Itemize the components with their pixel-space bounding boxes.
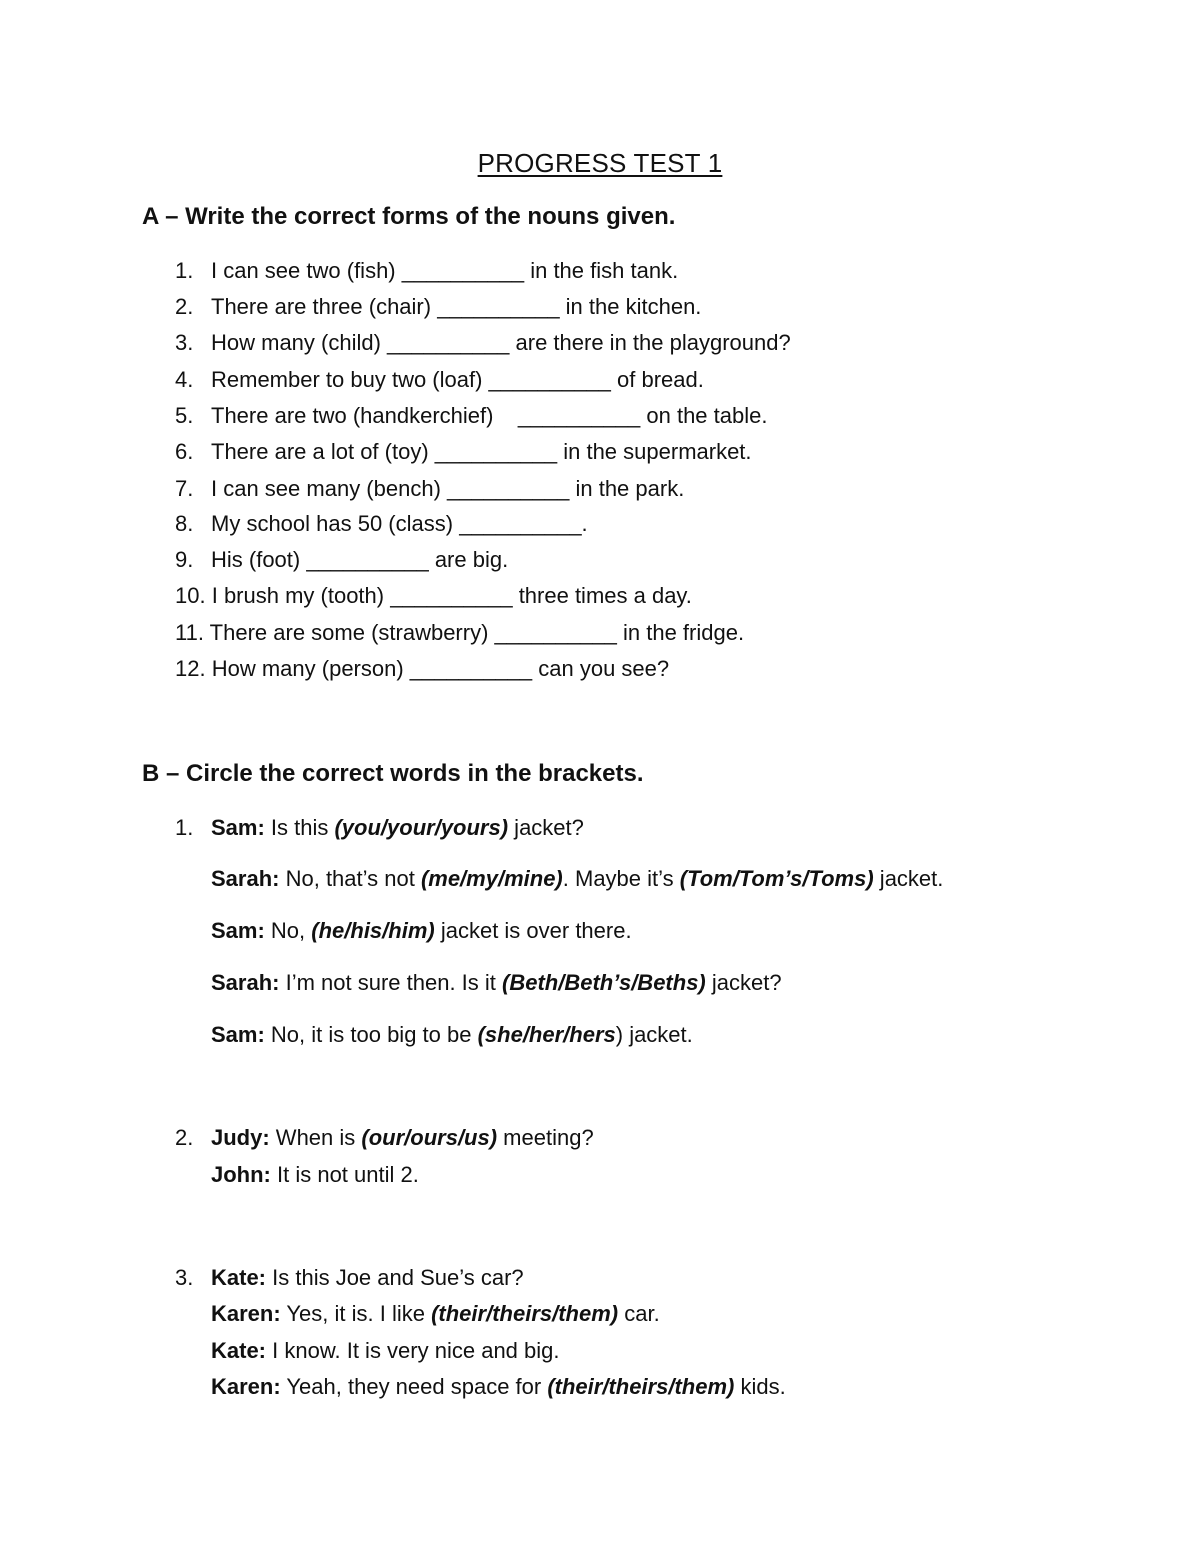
dialogue-text: It is not until 2. xyxy=(270,1162,419,1187)
item-text: I can see two (fish) __________ in the fish tank. xyxy=(211,258,679,283)
list-item xyxy=(175,403,767,429)
item-number: 5. xyxy=(175,403,194,428)
item-text: I can see many (bench) __________ in the park. xyxy=(211,476,685,501)
word-choice: (he/his/him) xyxy=(311,918,435,943)
dialogue-text: ) jacket. xyxy=(615,1022,693,1047)
item-text: There are a lot of (toy) __________ in the supermarket. xyxy=(211,439,752,464)
item-text: There are some (strawberry) __________ in the fridge. xyxy=(209,620,745,645)
speaker-label: Sarah: xyxy=(211,866,280,891)
list-item xyxy=(175,511,588,537)
dialogue-line xyxy=(175,1125,594,1151)
word-choice: (Beth/Beth’s/Beths) xyxy=(502,970,706,995)
word-choice: (me/my/mine) xyxy=(420,866,563,891)
word-choice: (their/theirs/them) xyxy=(547,1374,735,1399)
dialogue-text: . Maybe it’s xyxy=(562,866,680,891)
item-text: Remember to buy two (loaf) __________ of bread. xyxy=(211,367,704,392)
item-text: I brush my (tooth) __________ three times a day. xyxy=(211,583,692,608)
list-item xyxy=(175,258,678,284)
speaker-label: Karen: xyxy=(211,1374,281,1399)
question-number: 1. xyxy=(175,815,194,840)
list-item xyxy=(175,547,508,573)
speaker-label: Kate: xyxy=(211,1338,267,1363)
list-item xyxy=(175,330,791,356)
list-item xyxy=(175,367,704,393)
dialogue-line xyxy=(211,970,782,996)
list-item xyxy=(175,620,744,646)
item-number: 7. xyxy=(175,476,194,501)
dialogue-line xyxy=(175,1265,524,1291)
word-choice: (she/her/hers xyxy=(477,1022,616,1047)
item-number: 10. xyxy=(175,583,206,608)
dialogue-line xyxy=(211,1022,693,1048)
dialogue-text: Yes, it is. I like xyxy=(280,1301,432,1326)
item-number: 1. xyxy=(175,258,194,283)
dialogue-text: No, it is too big to be xyxy=(264,1022,478,1047)
list-item xyxy=(175,583,692,609)
dialogue-line xyxy=(175,815,584,841)
item-number: 11. xyxy=(175,620,204,645)
dialogue-text: meeting? xyxy=(497,1125,594,1150)
list-item xyxy=(175,439,752,465)
speaker-label: Sam: xyxy=(211,815,265,840)
word-choice: (our/ours/us) xyxy=(361,1125,498,1150)
dialogue-text: jacket. xyxy=(873,866,944,891)
dialogue-line xyxy=(211,1374,786,1400)
dialogue-text: jacket is over there. xyxy=(434,918,632,943)
dialogue-line xyxy=(211,1338,560,1364)
dialogue-text: When is xyxy=(269,1125,362,1150)
dialogue-text: car. xyxy=(618,1301,660,1326)
item-text: There are three (chair) __________ in the kitchen. xyxy=(211,294,702,319)
page-title: PROGRESS TEST 1 xyxy=(477,148,723,178)
word-choice: (you/your/yours) xyxy=(334,815,509,840)
speaker-label: Sam: xyxy=(211,1022,265,1047)
item-text: How many (child) __________ are there in the playground? xyxy=(211,330,791,355)
dialogue-line xyxy=(211,918,632,944)
dialogue-text: jacket? xyxy=(508,815,584,840)
speaker-label: Sam: xyxy=(211,918,265,943)
section-b-heading: B – Circle the correct words in the brackets. xyxy=(142,760,644,787)
item-number: 6. xyxy=(175,439,194,464)
item-text: How many (person) __________ can you see? xyxy=(211,656,670,681)
dialogue-text: jacket? xyxy=(705,970,782,995)
item-text: My school has 50 (class) __________. xyxy=(211,511,588,536)
speaker-label: Kate: xyxy=(211,1265,267,1290)
speaker-label: John: xyxy=(211,1162,271,1187)
item-number: 9. xyxy=(175,547,194,572)
item-number: 8. xyxy=(175,511,194,536)
speaker-label: Judy: xyxy=(211,1125,270,1150)
dialogue-text: Yeah, they need space for xyxy=(280,1374,548,1399)
dialogue-line xyxy=(211,866,943,892)
speaker-label: Karen: xyxy=(211,1301,281,1326)
dialogue-text: I know. It is very nice and big. xyxy=(266,1338,560,1363)
word-choice: (Tom/Tom’s/Toms) xyxy=(679,866,874,891)
dialogue-text: Is this Joe and Sue’s car? xyxy=(266,1265,524,1290)
item-text: There are two (handkerchief) __________ on the table. xyxy=(211,403,768,428)
item-number: 12. xyxy=(175,656,206,681)
list-item xyxy=(175,656,669,682)
dialogue-text: No, that’s not xyxy=(279,866,421,891)
item-number: 2. xyxy=(175,294,194,319)
item-text: His (foot) __________ are big. xyxy=(211,547,509,572)
dialogue-text: Is this xyxy=(264,815,335,840)
list-item xyxy=(175,294,701,320)
speaker-label: Sarah: xyxy=(211,970,280,995)
list-item xyxy=(175,476,684,502)
dialogue-line xyxy=(211,1301,660,1327)
dialogue-text: kids. xyxy=(734,1374,786,1399)
dialogue-text: I’m not sure then. Is it xyxy=(279,970,503,995)
dialogue-text: No, xyxy=(264,918,312,943)
question-number: 3. xyxy=(175,1265,194,1290)
item-number: 4. xyxy=(175,367,194,392)
word-choice: (their/theirs/them) xyxy=(431,1301,619,1326)
dialogue-line xyxy=(211,1162,419,1188)
item-number: 3. xyxy=(175,330,194,355)
section-a-heading: A – Write the correct forms of the nouns given. xyxy=(142,203,676,230)
question-number: 2. xyxy=(175,1125,194,1150)
